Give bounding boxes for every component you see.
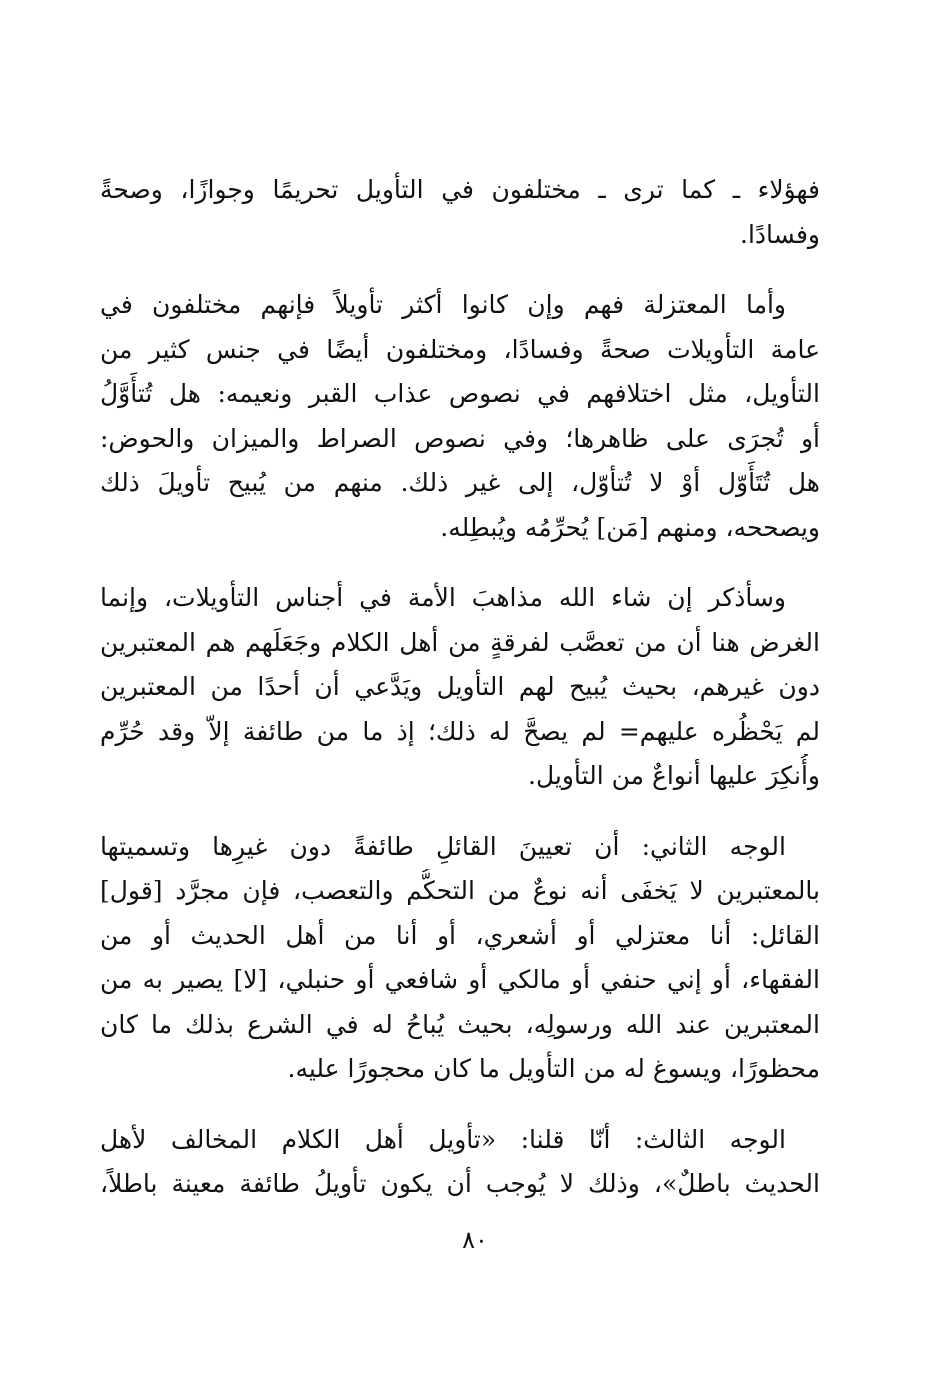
text-line: الوجه الثاني: أن تعيينَ القائلِ طائفةً دون غيرِها وتسميتها <box>100 831 786 861</box>
text-line: ويصححه، ومنهم [مَن] يُحرِّمُه ويُبطِله. <box>440 512 820 542</box>
text-line: وسأذكر إن شاء الله مذاهبَ الأمة في أجناس التأويلات، وإنما <box>100 583 786 612</box>
text-line: وأُنكِرَ عليها أنواعٌ من التأويل. <box>528 761 820 790</box>
text-line: محظورًا، ويسوغ له من التأويل ما كان محجورًا عليه. <box>287 1054 820 1083</box>
text-line: القائل: أنا معتزلي أو أشعري، أو أنا من أهل الحديث أو من <box>100 920 820 950</box>
paragraph-2 <box>100 283 820 550</box>
text-line: الغرض هنا أن من تعصَّب لفرقةٍ من أهل الكلام وجَعَلَهم هم المعتبرين <box>100 627 820 657</box>
text-line: دون غيرهم، بحيث يُبيح لهم التأويل ويَدَّعي أن أحدًا من المعتبرين <box>100 672 820 701</box>
paragraph-5 <box>100 1118 820 1207</box>
paragraph-3 <box>100 576 820 799</box>
text-line: عامة التأويلات صحةً وفسادًا، ومختلفون أيضًا في جنس كثير من <box>100 334 820 364</box>
text-line: الحديث باطلٌ»، وذلك لا يُوجب أن يكون تأويلُ طائفة معينة باطلاً، <box>100 1169 820 1198</box>
text-line: هل تُتَأَوّل أوْ لا تُتأوّل، إلى غير ذلك. منهم من يُبيح تأويلَ ذلك <box>100 468 820 497</box>
paragraph-1 <box>100 168 820 257</box>
text-line: بالمعتبرين لا يَخفَى أنه نوعٌ من التحكُّم والتعصب، فإن مجرَّد [قول] <box>100 876 820 905</box>
text-line: لم يَحْظُره عليهم= لم يصحَّ له ذلك؛ إذ ما من طائفة إلاّ وقد حُرِّم <box>100 716 820 746</box>
text-line: الفقهاء، أو إني حنفي أو مالكي أو شافعي أو حنبلي، [لا] يصير به من <box>100 965 820 994</box>
text-line: وفسادًا. <box>740 219 820 249</box>
text-line: فهؤلاء ـ كما ترى ـ مختلفون في التأويل تحريمًا وجوازًا، وصحةً <box>100 175 820 204</box>
text-line: التأويل، مثل اختلافهم في نصوص عذاب القبر ونعيمه: هل تُتأَوَّلُ <box>100 379 820 408</box>
page-number: ٨٠ <box>462 1226 488 1254</box>
text-line: وأما المعتزلة فهم وإن كانوا أكثر تأويلاً فإنهم مختلفون في <box>100 290 786 319</box>
text-line: المعتبرين عند الله ورسولِه، بحيث يُباحُ له في الشرع بذلك ما كان <box>100 1009 820 1039</box>
text-line: الوجه الثالث: أنّا قلنا: «تأويل أهل الكلام المخالف لأهل <box>100 1124 786 1154</box>
paragraph-4 <box>100 825 820 1092</box>
text-line: أو تُجرَى على ظاهرها؛ وفي نصوص الصراط والميزان والحوض: <box>100 423 820 453</box>
body-text <box>100 168 820 1207</box>
